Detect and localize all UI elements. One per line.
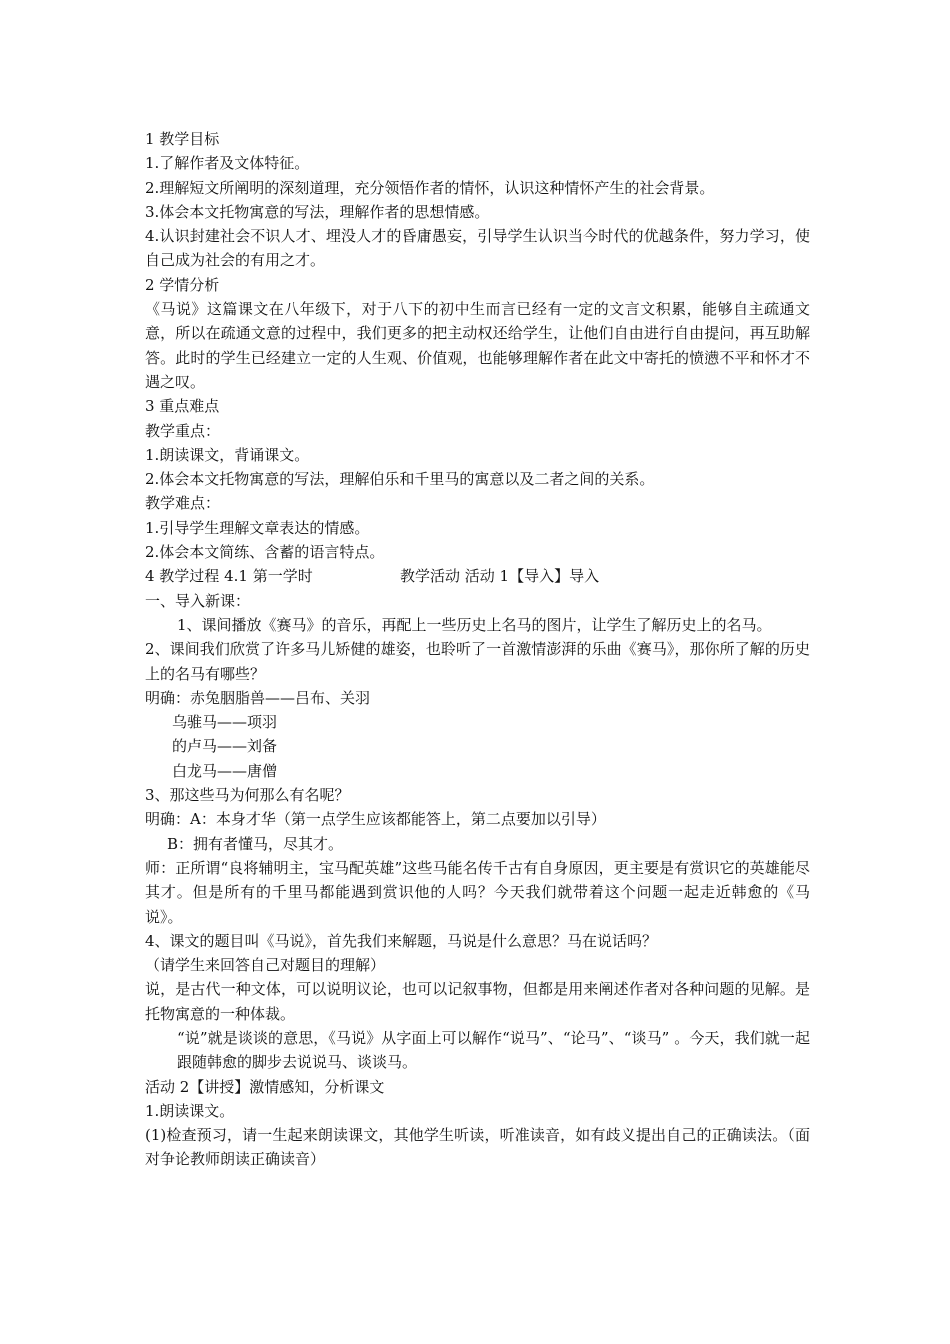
paragraph: 乌骓马——项羽 [172, 713, 278, 732]
paragraph: “说”就是谈谈的意思，《马说》从字面上可以解作“说马”、“论马”、“谈马” 。今天，我们就一起跟随韩愈的脚步去说说马、谈谈马。 [177, 1028, 810, 1072]
section-heading: 3 重点难点 [145, 397, 220, 416]
paragraph: 4、课文的题目叫《马说》，首先我们来解题，马说是什么意思？马在说话吗？ [145, 931, 658, 950]
paragraph: 《马说》这篇课文在八年级下，对于八下的初中生而言已经有一定的文言文积累，能够自主疏通文意，所以在疏通文意的过程中，我们更多的把主动权还给学生，让他们自由进行自由提问，再互助解答。此时的学生已经建立一定的人生观、价值观，也能够理解作者在此文中寄托的愤懑不平和怀才不遇之叹。 [145, 300, 810, 391]
paragraph: 1.朗读课文，背诵课文。 [145, 445, 310, 464]
paragraph: 1.引导学生理解文章表达的情感。 [145, 518, 370, 537]
paragraph: 师：正所谓“良将辅明主，宝马配英雄”这些马能名传千古有自身原因，更主要是有赏识它的英雄能尽其才。但是所有的千里马都能遇到赏识他的人吗？今天我们就带着这个问题一起走近韩愈的《马说》。 [145, 858, 810, 926]
paragraph: 1、课间播放《赛马》的音乐，再配上一些历史上名马的图片，让学生了解历史上的名马。 [177, 615, 772, 634]
paragraph: 2.理解短文所阐明的深刻道理，充分领悟作者的情怀，认识这种情怀产生的社会背景。 [145, 178, 715, 197]
process-heading: 4 教学过程 4.1 第一学时 [145, 567, 313, 586]
section-heading: 2 学情分析 [145, 275, 220, 294]
paragraph: 2.体会本文简练、含蓄的语言特点。 [145, 543, 385, 562]
paragraph: B：拥有者懂马，尽其才。 [167, 834, 344, 853]
paragraph: 1.朗读课文。 [145, 1101, 235, 1120]
paragraph: 2、课间我们欣赏了许多马儿矫健的雄姿，也聆听了一首激情澎湃的乐曲《赛马》，那你所了解的历史上的名马有哪些？ [145, 640, 810, 683]
paragraph: 一、导入新课： [145, 591, 251, 610]
paragraph: 3、那这些马为何那么有名呢？ [145, 786, 350, 805]
paragraph: 1.了解作者及文体特征。 [145, 154, 310, 173]
paragraph: 3.体会本文托物寓意的写法，理解作者的思想情感。 [145, 202, 490, 221]
paragraph: (1)检查预习，请一生起来朗读课文，其他学生听读，听准读音，如有歧义提出自己的正确读法。（面对争论教师朗读正确读音） [145, 1126, 810, 1169]
section-heading [145, 564, 810, 588]
subheading: 活动 2【讲授】激情感知，分析课文 [145, 1077, 385, 1096]
paragraph: 的卢马——刘备 [172, 737, 278, 756]
paragraph: 说，是古代一种文体，可以说明议论，也可以记叙事物，但都是用来阐述作者对各种问题的见解。是托物寓意的一种体裁。 [145, 980, 810, 1023]
subheading: 教学重点： [145, 421, 221, 440]
paragraph: 4.认识封建社会不识人才、埋没人才的昏庸愚妄，引导学生认识当今时代的优越条件，努力学习，使自己成为社会的有用之才。 [145, 227, 810, 270]
paragraph: 明确：A：本身才华（第一点学生应该都能答上，第二点要加以引导） [145, 810, 606, 829]
section-heading: 1 教学目标 [145, 130, 220, 148]
activity-heading: 教学活动 活动 1【导入】导入 [400, 567, 600, 586]
paragraph: 白龙马——唐僧 [172, 761, 278, 780]
subheading: 教学难点： [145, 494, 221, 513]
paragraph: 明确：赤兔胭脂兽——吕布、关羽 [145, 688, 371, 707]
document-body [145, 127, 810, 1172]
paragraph: （请学生来回答自己对题目的理解） [145, 956, 386, 975]
paragraph: 2.体会本文托物寓意的写法，理解伯乐和千里马的寓意以及二者之间的关系。 [145, 470, 655, 489]
